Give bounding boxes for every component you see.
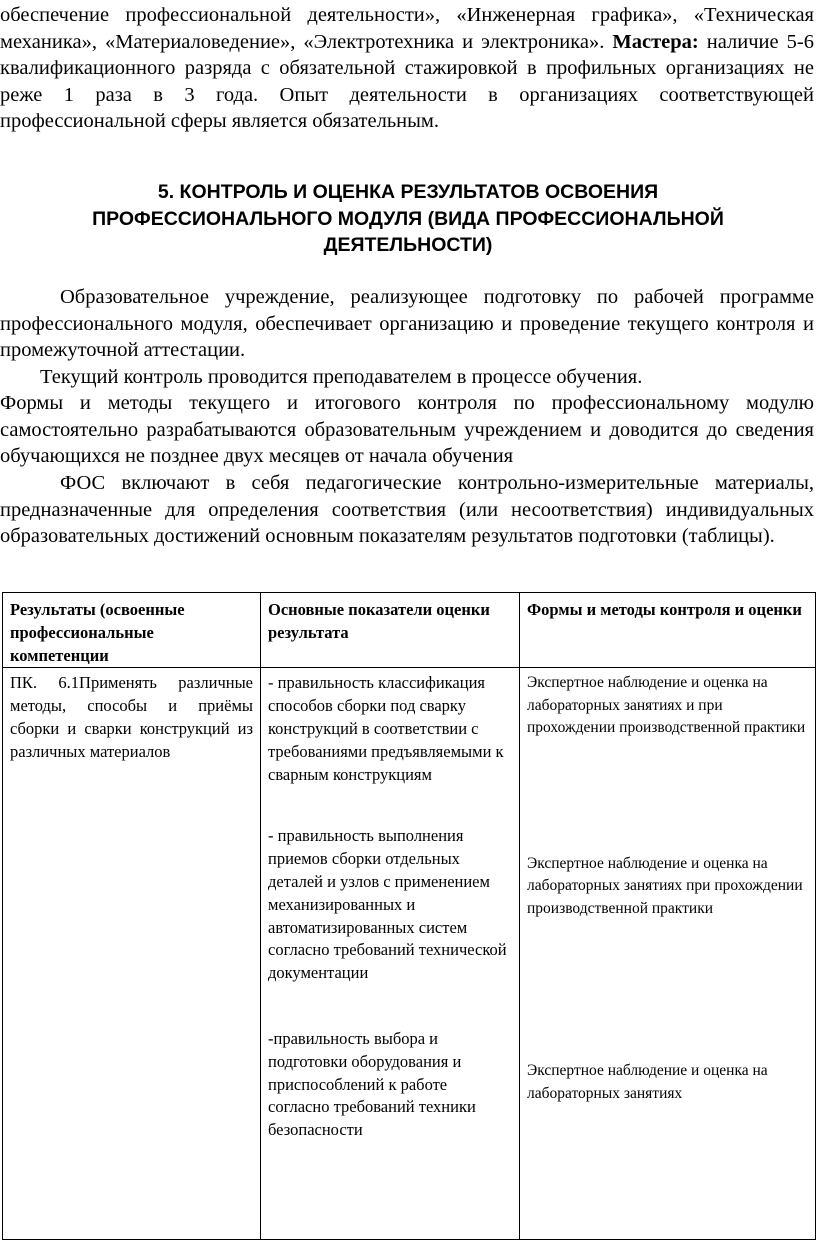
body-paragraph-3: Формы и методы текущего и итогового контроля по профессиональному модулю самостоятельно разрабатываются образовательным учреждением и доводится до сведения обучающихся не позднее двух месяцев от начала обучения [0,392,814,467]
competency-cell: ПК. 6.1Применять различные методы, способы и приёмы сборки и сварки конструкций из различных материалов [3,668,261,1240]
header-results: Результаты (освоенные профессиональные компетенции [3,593,261,668]
body-paragraph-2: Текущий контроль проводится преподавателем в процессе обучения. [40,366,643,388]
criterion-3: -правильность выбора и подготовки оборудования и приспособлений к работе согласно требований техники безопасности [268,1028,476,1140]
body-paragraph-4: ФОС включают в себя педагогические контрольно-измерительные материалы, предназначенные для определения соответствия (или несоответствия) индивидуальных образовательных достижений основным показателям результатов подготовки (таблицы). [0,472,814,547]
intro-line: обеспечение профессиональной деятельности», «Инженерная графика», «Техническая механика», «Материаловедение», «Электротехника и электроника». [0,4,814,53]
table-row [3,668,816,1240]
method-2: Экспертное наблюдение и оценка на лабораторных занятиях при прохождении производственной практики [527,854,803,917]
section-heading-line-3: ДЕЯТЕЛЬНОСТИ) [323,234,493,256]
criteria-cell [261,668,520,1240]
intro-paragraph [0,2,814,135]
masters-text: наличие 5-6 квалификационного разряда с обязательной стажировкой в профильных организациях не реже 1 раза в 3 года. Опыт деятельности в организациях соответствующей профессиональной сферы является обязательным. [0,30,814,132]
table-header-row [3,593,816,668]
method-1: Экспертное наблюдение и оценка на лабораторных занятиях и при прохождении производственной практики [527,674,806,737]
assessment-table [2,592,816,1240]
section-heading [0,179,816,259]
header-methods: Формы и методы контроля и оценки [520,593,816,668]
criterion-2: - правильность выполнения приемов сборки отдельных деталей и узлов с применением механизированных и автоматизированных систем согласно требований технической документации [268,826,507,983]
method-3: Экспертное наблюдение и оценка на лабораторных занятиях [527,1062,768,1102]
masters-label: Мастера: [612,30,699,53]
section-heading-line-2: ПРОФЕССИОНАЛЬНОГО МОДУЛЯ (ВИДА ПРОФЕССИОНАЛЬНОЙ [92,207,724,230]
section-heading-line-1: 5. КОНТРОЛЬ И ОЦЕНКА РЕЗУЛЬТАТОВ ОСВОЕНИЯ [157,181,659,203]
criterion-1: - правильность классификация способов сборки под сварку конструкций в соответствии с требованиями предъявляемыми к сварным конструкциям [268,673,504,784]
methods-cell [520,668,816,1240]
body-paragraph-1: Образовательное учреждение, реализующее подготовку по рабочей программе профессионального модуля, обеспечивает организацию и проведение текущего контроля и промежуточной аттестации. [0,286,814,361]
header-indicators: Основные показатели оценки результата [261,593,520,668]
